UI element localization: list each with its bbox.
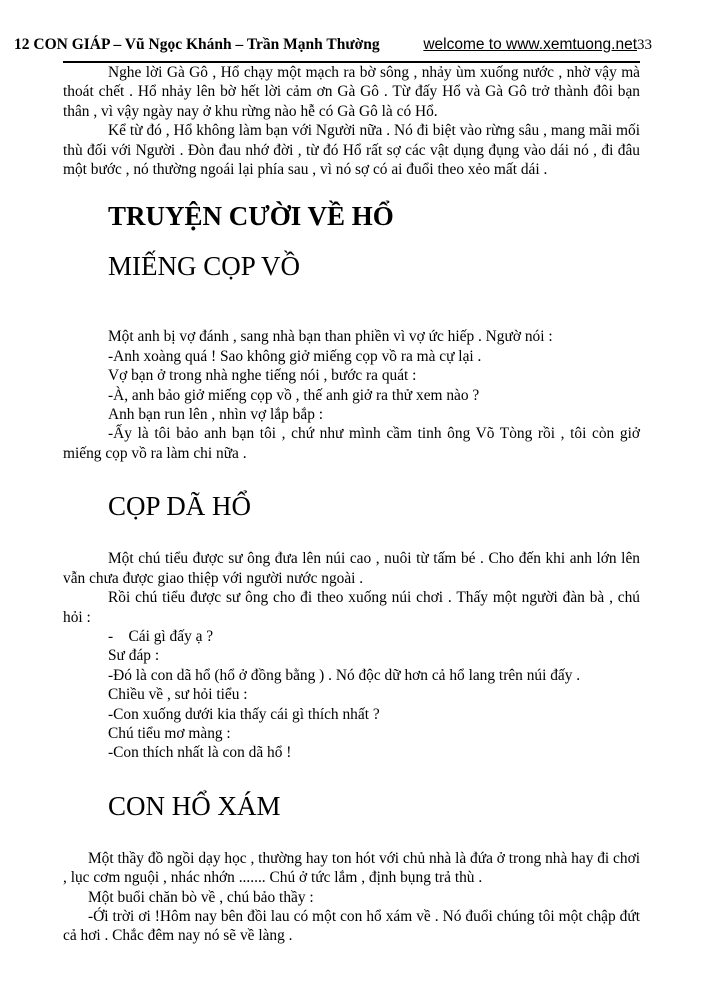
page-body xyxy=(63,63,640,946)
section-heading-cop-da-ho: CỌP DÃ HỔ xyxy=(108,491,252,522)
story-line: Một buổi chăn bò về , chú bảo thầy : xyxy=(88,888,314,906)
story-mieng-cop-vo xyxy=(63,327,640,463)
page-header xyxy=(0,0,702,54)
main-heading-truyen-cuoi-ve-ho: TRUYỆN CƯỜI VỀ HỔ xyxy=(108,201,394,232)
story-line: -Con xuống dưới kia thấy cái gì thích nhất ? xyxy=(108,705,380,723)
section-heading-con-ho-xam: CON HỔ XÁM xyxy=(108,790,281,821)
story-line: Một anh bị vợ đánh , sang nhà bạn than phiền vì vợ ức hiếp . Ngườ nói : xyxy=(108,328,553,346)
intro-paragraph-1: Nghe lời Gà Gô , Hổ chạy một mạch ra bờ sông , nhảy ùm xuống nước , nhờ vậy mà thoát chết . Hổ nhảy lên bờ hết lời cảm ơn Gà Gô . Từ đấy Hổ và Gà Gô trở thành đôi bạn thân , vì vậy ngày nay ở khu rừng nào hễ có Gà Gô là có Hổ. xyxy=(63,64,640,120)
story-cop-da-ho xyxy=(63,549,640,762)
section-heading-mieng-cop-vo: MIẾNG CỌP VỒ xyxy=(108,251,301,282)
header-right xyxy=(423,36,652,54)
story-line: Anh bạn run lên , nhìn vợ lắp bắp : xyxy=(108,406,324,424)
book-title: 12 CON GIÁP – Vũ Ngọc Khánh – Trần Mạnh Thường xyxy=(14,36,380,53)
story-con-ho-xam xyxy=(63,849,640,946)
story-line: -Anh xoàng quá ! Sao không giở miếng cọp vồ ra mà cự lại . xyxy=(108,347,482,365)
story-line: -Đó là con dã hổ (hổ ở đồng bằng ) . Nó độc dữ hơn cả hổ lang trên núi đấy . xyxy=(108,666,581,684)
story-line: -Ới trời ơi !Hôm nay bên đồi lau có một con hổ xám về . Nó đuổi chúng tôi một chập đứt cả hơi . Chắc đêm nay nó sẽ về làng . xyxy=(63,907,640,945)
story-line: -Ấy là tôi bảo anh bạn tôi , chứ như mình cầm tinh ông Võ Tòng rồi , tôi còn giở miếng cọp vồ ra làm chi nữa . xyxy=(63,425,640,462)
intro-paragraph-2: Kể từ đó , Hổ không làm bạn với Người nữa . Nó đi biệt vào rừng sâu , mang mãi mối thù đối với Người . Đòn đau nhớ đời , từ đó Hổ rất sợ các vật dụng đụng vào dái nó , đi đâu một bước , nó thường ngoái lại phía sau , vì nó sợ có ai đuổi theo xẻo mất dái . xyxy=(63,122,640,179)
story-line: Sư đáp : xyxy=(108,647,160,665)
story-line: Một thầy đồ ngồi dạy học , thường hay ton hót với chủ nhà là đứa ở trong nhà hay đi chơi , lục cơm nguội , nhác nhớn ....... Chú ở tức lắm , định bụng trả thù . xyxy=(63,849,640,887)
site-link[interactable]: welcome to www.xemtuong.net xyxy=(423,36,637,53)
story-line: Rồi chú tiểu được sư ông cho đi theo xuống núi chơi . Thấy một người đàn bà , chú hỏi : xyxy=(63,589,640,626)
page-number: 33 xyxy=(637,37,652,53)
story-line: -Con thích nhất là con dã hổ ! xyxy=(108,744,292,762)
story-line: Một chú tiểu được sư ông đưa lên núi cao , nuôi từ tấm bé . Cho đến khi anh lớn lên vẫn chưa được giao thiệp với người nước ngoài . xyxy=(63,550,640,587)
story-line: - Cái gì đấy ạ ? xyxy=(108,627,214,645)
story-line: Chú tiểu mơ màng : xyxy=(108,724,231,742)
story-line: Chiều về , sư hỏi tiểu : xyxy=(108,686,248,704)
story-line: Vợ bạn ở trong nhà nghe tiếng nói , bước ra quát : xyxy=(108,367,417,385)
story-line: -À, anh bảo giở miếng cọp vồ , thế anh giở ra thử xem nào ? xyxy=(108,386,480,404)
